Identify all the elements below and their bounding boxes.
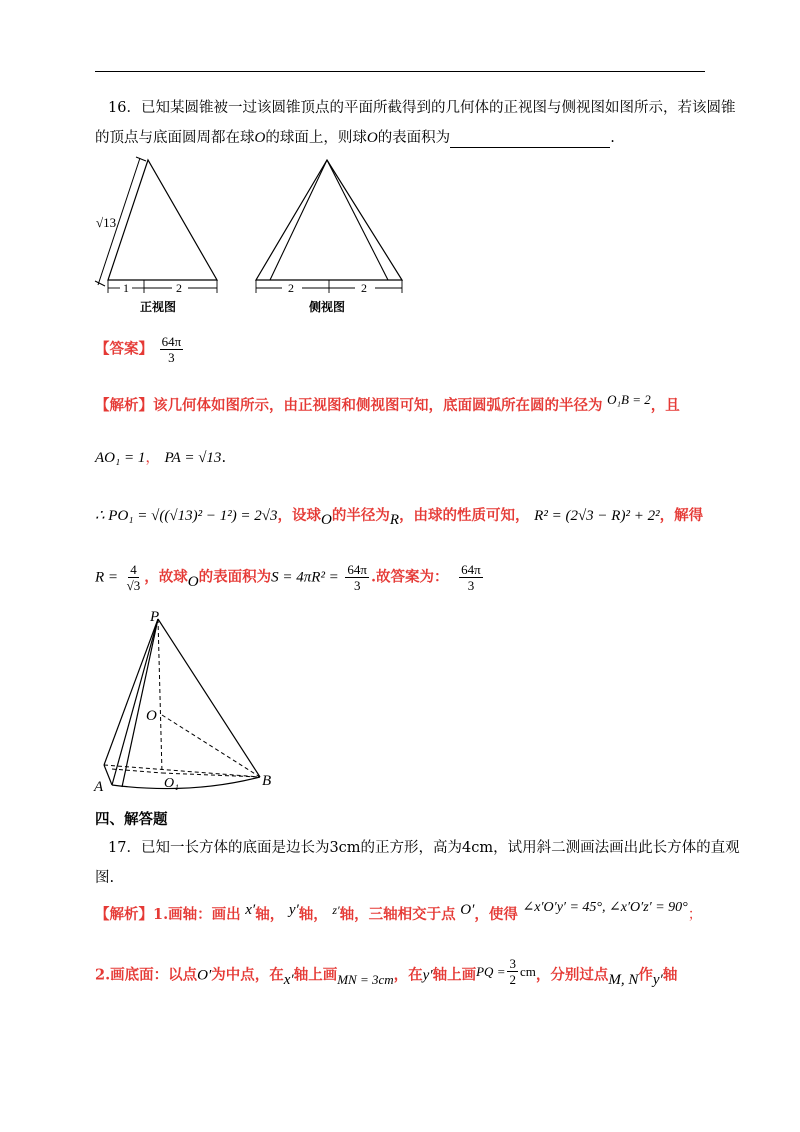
side-view-outer-triangle xyxy=(256,160,402,280)
front-view-label: 正视图 xyxy=(140,300,177,314)
q17-line1: 17．已知一长方体的底面是边长为3cm的正方形，高为4cm，试用斜二测画法画出此长方体的直观 xyxy=(108,840,740,856)
point-B: B xyxy=(262,773,272,789)
front-view-triangle xyxy=(108,160,217,280)
q17-analysis-line1: 【解析】1.画轴：画出 x′轴， y′轴， $^{z'}$轴，三轴相交于点 O′，使得 ∠x′O′y′ = 45°, ∠x′O′z′ = 90°； xyxy=(95,900,703,923)
point-O1: O₁ xyxy=(164,776,179,791)
answer-blank xyxy=(450,133,610,148)
q17-line2: 图. xyxy=(95,870,115,886)
sqrt13-label: √13 xyxy=(96,215,117,230)
side-view-label: 侧视图 xyxy=(309,300,346,314)
section-title: 四、解答题 xyxy=(95,811,168,828)
answer-label: 【答案】 xyxy=(95,340,153,358)
q16-line2: 的顶点与底面圆周都在球O的球面上，则球O的表面积为 . xyxy=(95,130,615,146)
analysis-line4: R = $\frac{4}{√3}$ ，故球O的表面积为S = 4πR² = $\frac{64\pi}{3}$ .故答案为： $\frac{64\pi}{3}$ xyxy=(95,562,481,593)
point-O: O xyxy=(146,708,157,724)
analysis-line1: 【解析】该几何体如图所示，由正视图和侧视图可知，底面圆弧所在圆的半径为 O₁B = 2，且 xyxy=(95,392,680,414)
answer-line xyxy=(95,334,185,365)
side-dim-left: 2 xyxy=(288,281,294,295)
q16-line1: 16．已知某圆锥被一过该圆锥顶点的平面所截得到的几何体的正视图与侧视图如图所示，若该圆锥 xyxy=(108,100,736,116)
analysis-line3: ∴ PO₁ = √((√13)² − 1²) = 2√3，设球O的半径为R，由球的性质可知， R² = (2√3 − R)² + 2²，解得 xyxy=(95,507,704,528)
cone-section-figure xyxy=(90,605,290,805)
analysis-line2: AO₁ = 1， PA = √13. xyxy=(95,450,227,466)
point-A: A xyxy=(94,779,104,795)
header-rule xyxy=(95,71,705,72)
three-view-figure xyxy=(90,155,420,320)
point-P: P xyxy=(150,609,160,625)
front-dim-1: 1 xyxy=(123,281,129,295)
side-dim-right: 2 xyxy=(361,281,367,295)
front-dim-2: 2 xyxy=(176,281,182,295)
q17-analysis-line2: 2.画底面：以点O′为中点，在x′轴上画MN = 3cm，在y′轴上画PQ = $\frac{3}{2}$ cm，分别过点M, N作y′轴 xyxy=(95,956,678,988)
answer-fraction: $\frac{64\pi}{3}$ xyxy=(161,334,182,365)
